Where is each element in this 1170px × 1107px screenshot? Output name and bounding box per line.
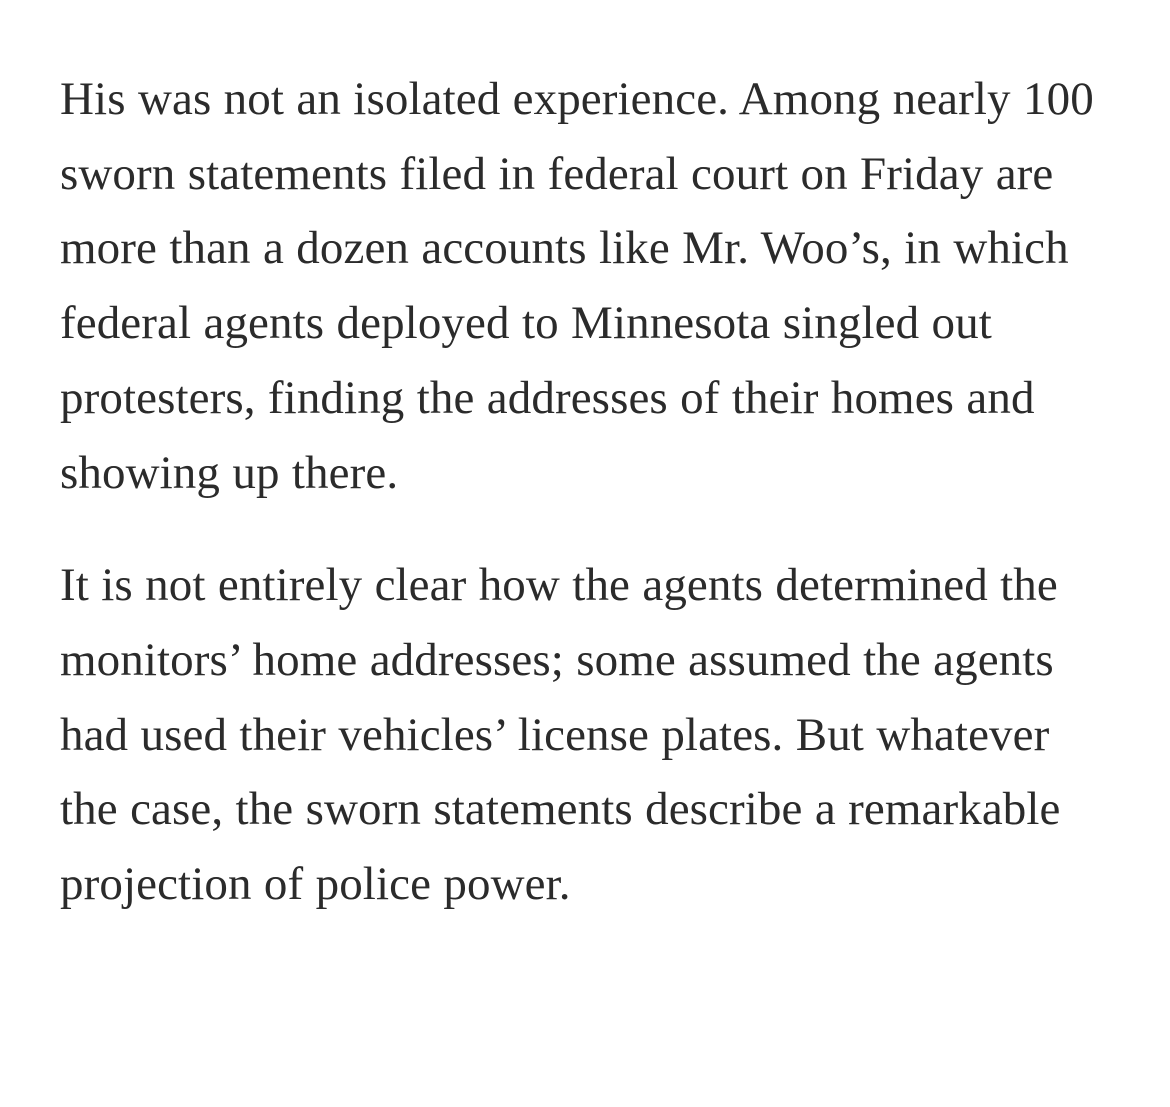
article-paragraph-1: His was not an isolated experience. Among nearly 100 sworn statements filed in federal court on Friday are more than a dozen accounts like Mr. Woo’s, in which federal agents deployed to Minnesota singled out protesters, finding the addresses of their homes and showing up there.: [60, 73, 1094, 499]
article-paragraph-2: It is not entirely clear how the agents determined the monitors’ home addresses; some assumed the agents had used their vehicles’ license plates. But whatever the case, the sworn statements describe a remarkable projection of police power.: [60, 559, 1061, 911]
